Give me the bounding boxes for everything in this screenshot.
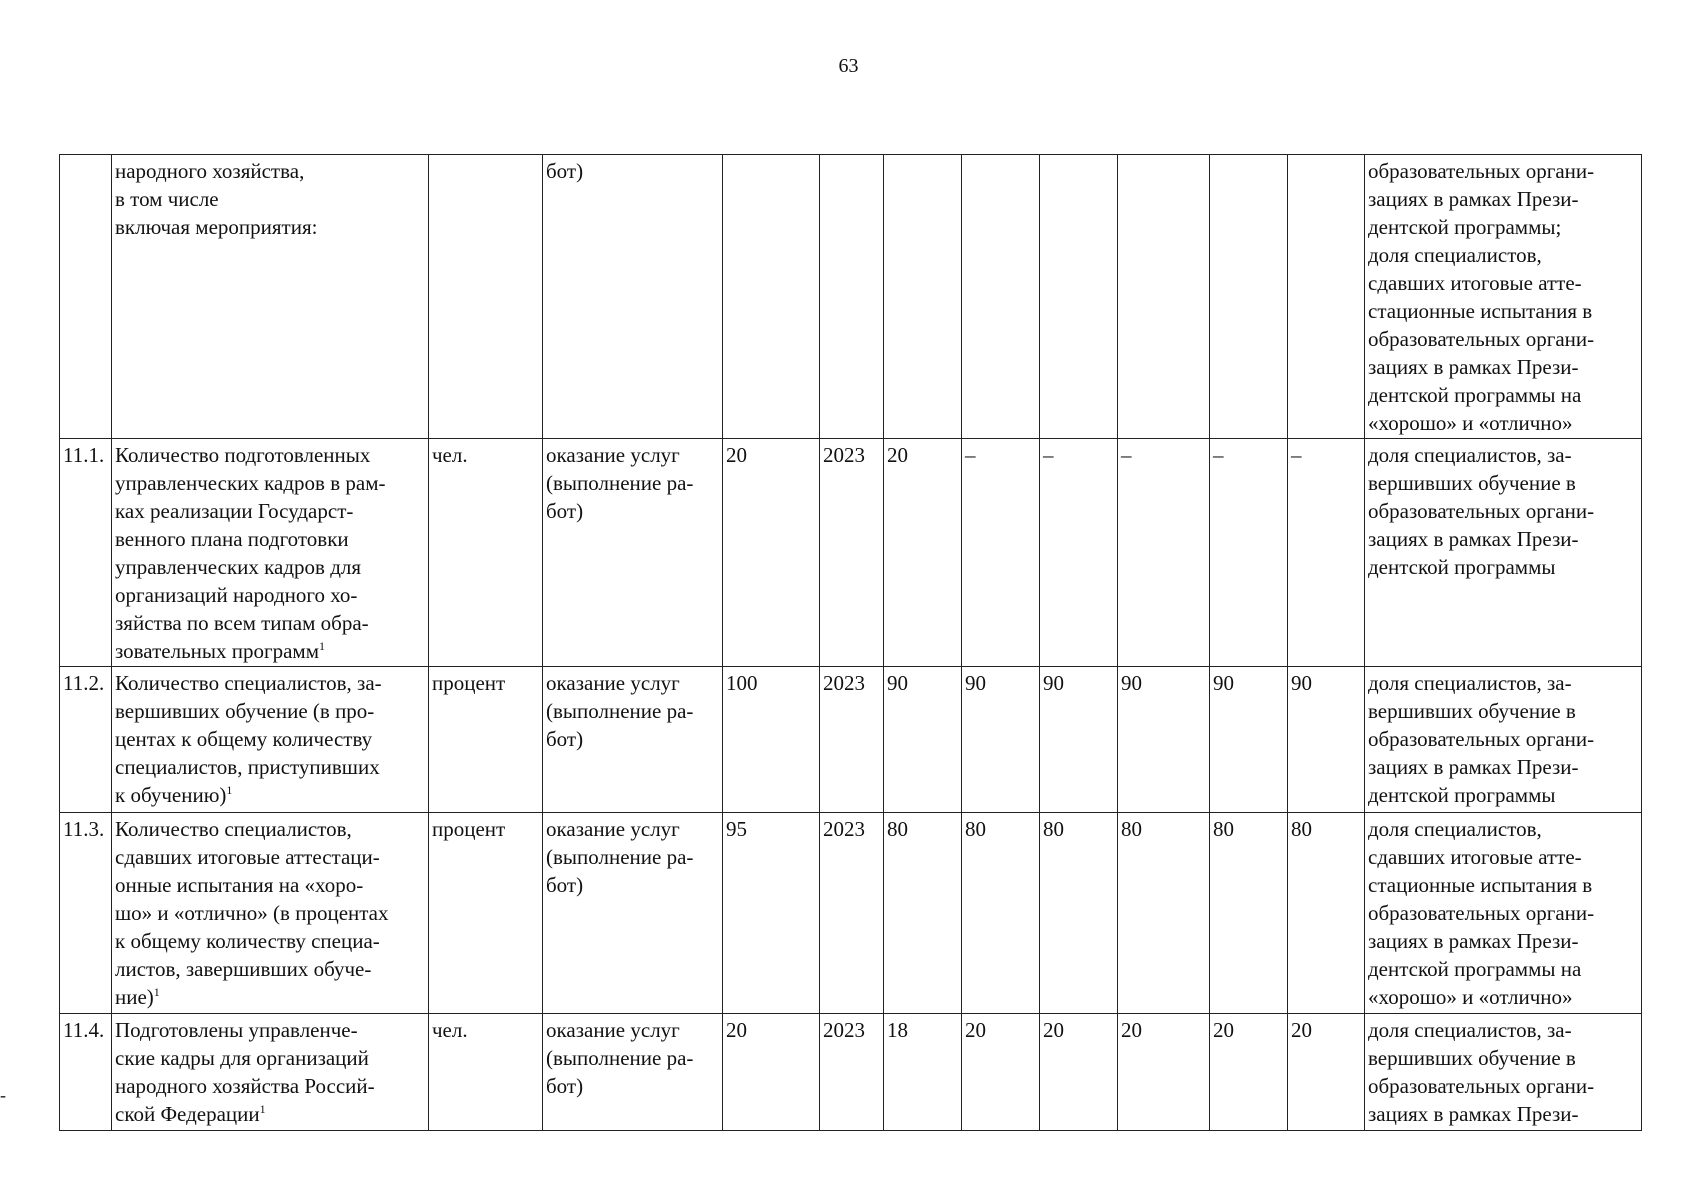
year-value: – xyxy=(965,443,976,467)
row-number-cell xyxy=(60,813,112,1014)
base-year: 2023 xyxy=(823,671,865,695)
unit-cell xyxy=(429,1014,543,1131)
unit-value: чел. xyxy=(432,443,468,467)
indicator-name-line-wrap xyxy=(115,637,425,665)
indicator-name-line: в том числе xyxy=(115,187,219,211)
base-year: 2023 xyxy=(823,443,865,467)
indicator-name-line: организаций народного хо- xyxy=(115,583,358,607)
result-indicator-line: вершивших обучение в xyxy=(1368,1046,1576,1070)
year-value-cell xyxy=(962,155,1040,439)
result-indicator-line: образовательных органи- xyxy=(1368,901,1595,925)
year-value-cell xyxy=(1040,155,1118,439)
indicator-name-cell xyxy=(112,813,429,1014)
footnote-mark: 1 xyxy=(259,1102,266,1116)
indicator-name-line: Подготовлены управленче- xyxy=(115,1018,358,1042)
year-value: 20 xyxy=(965,1018,986,1042)
margin-mark: - xyxy=(0,1085,6,1105)
year-value-cell xyxy=(884,155,962,439)
service-type-line: (выполнение ра- xyxy=(546,699,694,723)
unit-cell xyxy=(429,667,543,813)
base-value: 20 xyxy=(726,443,747,467)
base-year-cell xyxy=(820,155,884,439)
result-indicator-cell xyxy=(1365,1014,1642,1131)
result-indicator-line: зациях в рамках Прези- xyxy=(1368,929,1579,953)
indicator-name-line: сдавших итоговые аттестаци- xyxy=(115,845,380,869)
result-indicator-line: образовательных органи- xyxy=(1368,1074,1595,1098)
year-value: 90 xyxy=(1043,671,1064,695)
indicator-name-line: народного хозяйства Россий- xyxy=(115,1074,375,1098)
year-value-cell xyxy=(1118,439,1210,667)
year-value: 80 xyxy=(1121,817,1142,841)
result-indicator-line: стационные испытания в xyxy=(1368,299,1593,323)
service-type-cell xyxy=(543,439,723,667)
result-indicator-line: зациях в рамках Прези- xyxy=(1368,755,1579,779)
footnote-mark: 1 xyxy=(153,985,160,999)
year-value-cell xyxy=(1118,155,1210,439)
indicator-name-line: центах к общему количеству xyxy=(115,727,373,751)
service-type-line: оказание услуг xyxy=(546,443,680,467)
result-indicator-line: вершивших обучение в xyxy=(1368,471,1576,495)
year-value: 20 xyxy=(1121,1018,1142,1042)
unit-value: чел. xyxy=(432,1018,468,1042)
unit-value: процент xyxy=(432,817,506,841)
base-value-cell xyxy=(723,155,820,439)
result-indicator-line: зациях в рамках Прези- xyxy=(1368,355,1579,379)
year-value: – xyxy=(1121,443,1132,467)
footnote-mark: 1 xyxy=(319,639,325,653)
year-value: 20 xyxy=(1291,1018,1312,1042)
result-indicator-cell xyxy=(1365,813,1642,1014)
indicator-name-cell xyxy=(112,155,429,439)
result-indicator-line: доля специалистов, за- xyxy=(1368,443,1572,467)
year-value-cell xyxy=(962,813,1040,1014)
result-indicator-line: доля специалистов, за- xyxy=(1368,671,1572,695)
result-indicator-cell xyxy=(1365,439,1642,667)
row-number: 11.4. xyxy=(63,1018,105,1042)
year-value: 80 xyxy=(1043,817,1064,841)
service-type-line: бот) xyxy=(546,159,584,183)
result-indicator-line: доля специалистов, за- xyxy=(1368,1018,1572,1042)
year-value-cell xyxy=(1040,813,1118,1014)
unit-value: процент xyxy=(432,671,506,695)
service-type-cell xyxy=(543,155,723,439)
service-type-line: бот) xyxy=(546,727,584,751)
indicator-name-line: ках реализации Государст- xyxy=(115,499,354,523)
service-type-cell xyxy=(543,667,723,813)
year-value-cell xyxy=(962,667,1040,813)
year-value-cell xyxy=(1040,1014,1118,1131)
indicator-name-line: вершивших обучение (в про- xyxy=(115,699,375,723)
year-value: 20 xyxy=(1213,1018,1234,1042)
service-type-line: бот) xyxy=(546,873,584,897)
year-value-cell xyxy=(1288,1014,1365,1131)
service-type-cell xyxy=(543,1014,723,1131)
table-row xyxy=(60,813,1642,1014)
indicator-name-line: управленческих кадров в рам- xyxy=(115,471,386,495)
base-value: 95 xyxy=(726,817,747,841)
indicator-name-line: ские кадры для организаций xyxy=(115,1046,369,1070)
result-indicator-line: образовательных органи- xyxy=(1368,327,1595,351)
indicator-name-line: шо» и «отлично» (в процентах xyxy=(115,901,389,925)
base-year-cell xyxy=(820,667,884,813)
result-indicator-line: образовательных органи- xyxy=(1368,499,1595,523)
indicator-name-line: управленческих кадров для xyxy=(115,555,362,579)
result-indicator-line: дентской программы на xyxy=(1368,383,1582,407)
year-value-cell xyxy=(1288,155,1365,439)
result-indicator-line: доля специалистов, xyxy=(1368,817,1542,841)
year-value: 90 xyxy=(1213,671,1234,695)
result-indicator-line: зациях в рамках Прези- xyxy=(1368,527,1579,551)
year-value-cell xyxy=(1210,813,1288,1014)
indicator-name-line: зовательных программ xyxy=(115,639,319,663)
unit-cell xyxy=(429,813,543,1014)
year-value: 80 xyxy=(965,817,986,841)
service-type-line: бот) xyxy=(546,499,584,523)
result-indicator-line: сдавших итоговые атте- xyxy=(1368,271,1582,295)
indicator-name-cell xyxy=(112,1014,429,1131)
result-indicator-line: дентской программы xyxy=(1368,783,1556,807)
base-year: 2023 xyxy=(823,817,865,841)
base-value-cell xyxy=(723,1014,820,1131)
base-year: 2023 xyxy=(823,1018,865,1042)
year-value-cell xyxy=(962,439,1040,667)
year-value-cell xyxy=(1210,667,1288,813)
year-value: 80 xyxy=(1213,817,1234,841)
year-value: 90 xyxy=(887,671,908,695)
result-indicator-line: дентской программы на xyxy=(1368,957,1582,981)
indicators-table xyxy=(59,154,1642,1131)
indicator-name-line: листов, завершивших обуче- xyxy=(115,957,372,981)
table-row xyxy=(60,1014,1642,1131)
result-indicator-line: «хорошо» и «отлично» xyxy=(1368,985,1573,1009)
year-value-cell xyxy=(1118,813,1210,1014)
indicator-name-cell xyxy=(112,667,429,813)
year-value-cell xyxy=(1118,1014,1210,1131)
year-value: 90 xyxy=(1291,671,1312,695)
row-number-cell xyxy=(60,155,112,439)
year-value-cell xyxy=(1210,1014,1288,1131)
indicator-name-line: Количество специалистов, за- xyxy=(115,671,382,695)
indicator-name-line: Количество подготовленных xyxy=(115,443,371,467)
indicator-name-cell xyxy=(112,439,429,667)
year-value-cell xyxy=(1040,667,1118,813)
year-value: 80 xyxy=(1291,817,1312,841)
row-number-cell xyxy=(60,439,112,667)
indicator-name-line: включая мероприятия: xyxy=(115,215,318,239)
year-value-cell xyxy=(1288,439,1365,667)
year-value-cell xyxy=(1118,667,1210,813)
result-indicator-line: зациях в рамках Прези- xyxy=(1368,1102,1579,1126)
indicator-name-line: специалистов, приступивших xyxy=(115,755,380,779)
service-type-line: (выполнение ра- xyxy=(546,845,694,869)
indicator-name-line: ской Федерации xyxy=(115,1102,260,1126)
year-value-cell xyxy=(1288,813,1365,1014)
page-number: 63 xyxy=(838,55,859,77)
row-number-cell xyxy=(60,1014,112,1131)
result-indicator-line: дентской программы; xyxy=(1368,215,1562,239)
year-value: – xyxy=(1043,443,1054,467)
unit-cell xyxy=(429,439,543,667)
indicator-name-line: зяйства по всем типам обра- xyxy=(115,611,369,635)
row-number: 11.2. xyxy=(63,671,105,695)
year-value-cell xyxy=(962,1014,1040,1131)
year-value-cell xyxy=(884,813,962,1014)
result-indicator-line: образовательных органи- xyxy=(1368,727,1595,751)
unit-cell xyxy=(429,155,543,439)
table-row xyxy=(60,667,1642,813)
year-value: 20 xyxy=(887,443,908,467)
year-value-cell xyxy=(1210,439,1288,667)
indicator-name-line: народного хозяйства, xyxy=(115,159,305,183)
indicator-name-line: венного плана подготовки xyxy=(115,527,349,551)
service-type-line: оказание услуг xyxy=(546,817,680,841)
footnote-mark: 1 xyxy=(226,783,233,797)
table-row xyxy=(60,155,1642,439)
year-value: 90 xyxy=(1121,671,1142,695)
indicator-name-line: ние) xyxy=(115,985,154,1009)
result-indicator-line: вершивших обучение в xyxy=(1368,699,1576,723)
indicator-name-line-wrap xyxy=(115,1100,425,1128)
result-indicator-line: образовательных органи- xyxy=(1368,159,1595,183)
service-type-line: (выполнение ра- xyxy=(546,1046,694,1070)
result-indicator-line: стационные испытания в xyxy=(1368,873,1593,897)
indicator-name-line-wrap xyxy=(115,781,425,809)
indicator-name-line: к обучению) xyxy=(115,783,227,807)
year-value-cell xyxy=(884,439,962,667)
service-type-cell xyxy=(543,813,723,1014)
result-indicator-line: зациях в рамках Прези- xyxy=(1368,187,1579,211)
service-type-line: оказание услуг xyxy=(546,1018,680,1042)
base-value-cell xyxy=(723,439,820,667)
base-year-cell xyxy=(820,1014,884,1131)
year-value-cell xyxy=(884,1014,962,1131)
indicator-name-line: к общему количеству специа- xyxy=(115,929,380,953)
base-value-cell xyxy=(723,813,820,1014)
table-body xyxy=(60,155,1642,1131)
service-type-line: бот) xyxy=(546,1074,584,1098)
base-value-cell xyxy=(723,667,820,813)
service-type-line: (выполнение ра- xyxy=(546,471,694,495)
year-value: – xyxy=(1213,443,1224,467)
result-indicator-line: доля специалистов, xyxy=(1368,243,1542,267)
year-value: 18 xyxy=(887,1018,908,1042)
result-indicator-cell xyxy=(1365,667,1642,813)
year-value: 90 xyxy=(965,671,986,695)
result-indicator-line: «хорошо» и «отлично» xyxy=(1368,411,1573,435)
base-year-cell xyxy=(820,813,884,1014)
row-number-cell xyxy=(60,667,112,813)
indicator-name-line: Количество специалистов, xyxy=(115,817,352,841)
row-number: 11.3. xyxy=(63,817,105,841)
base-year-cell xyxy=(820,439,884,667)
table-row xyxy=(60,439,1642,667)
row-number: 11.1. xyxy=(63,443,105,467)
base-value: 20 xyxy=(726,1018,747,1042)
year-value-cell xyxy=(1210,155,1288,439)
year-value-cell xyxy=(1040,439,1118,667)
result-indicator-cell xyxy=(1365,155,1642,439)
year-value: 80 xyxy=(887,817,908,841)
year-value: – xyxy=(1291,443,1302,467)
year-value: 20 xyxy=(1043,1018,1064,1042)
result-indicator-line: сдавших итоговые атте- xyxy=(1368,845,1582,869)
service-type-line: оказание услуг xyxy=(546,671,680,695)
indicator-name-line-wrap xyxy=(115,983,425,1011)
year-value-cell xyxy=(1288,667,1365,813)
base-value: 100 xyxy=(726,671,758,695)
indicator-name-line: онные испытания на «хоро- xyxy=(115,873,364,897)
result-indicator-line: дентской программы xyxy=(1368,555,1556,579)
year-value-cell xyxy=(884,667,962,813)
